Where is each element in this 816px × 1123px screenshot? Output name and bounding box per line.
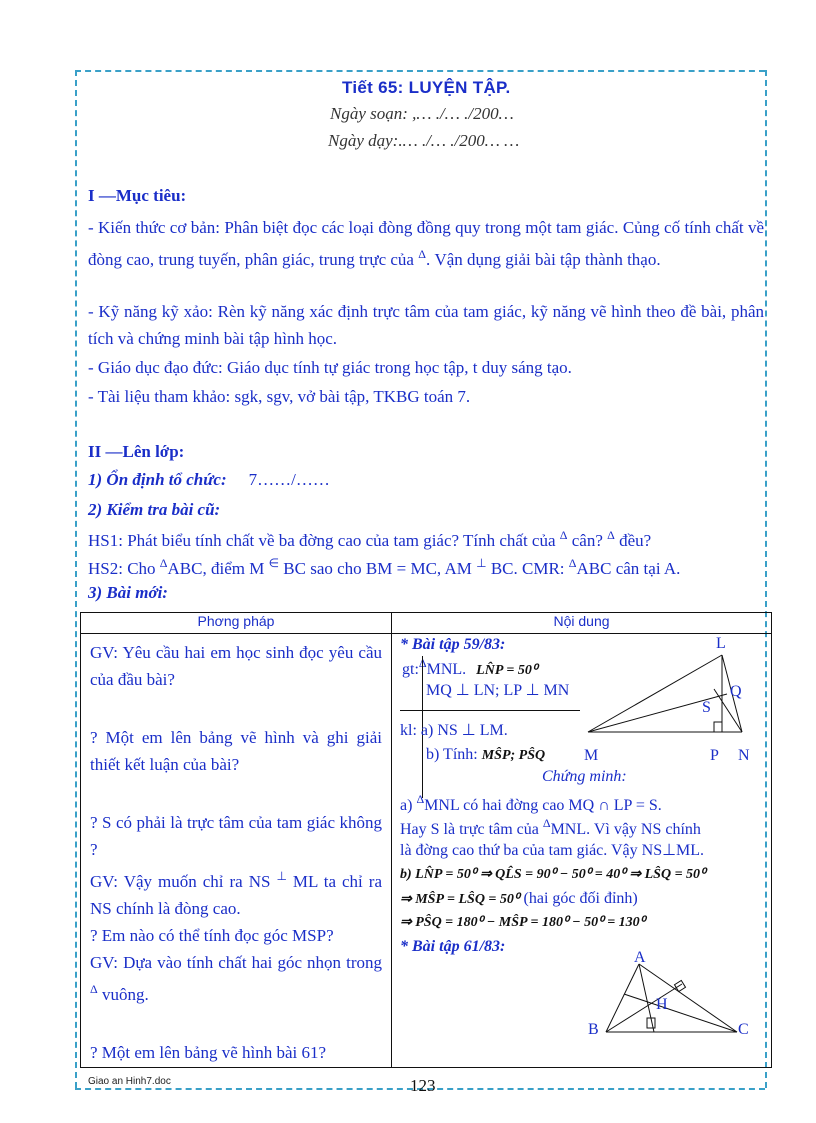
- footer-page-number: 123: [410, 1076, 436, 1095]
- fig61-label-B: B: [588, 1021, 599, 1038]
- figures-svg: [392, 634, 772, 1054]
- exercise-59-title: * Bài tập 59/83:: [400, 636, 506, 653]
- triangle-symbol: Δ: [418, 247, 426, 261]
- proof-b-line-2: ⇒ MŜP = LŜQ = 50⁰ (hai góc đối đỉnh): [400, 890, 638, 907]
- fig59-segment-ML: [588, 655, 722, 732]
- method-q6: GV: Dựa vào tính chất hai góc nhọn trong $^\Delta$ vuông.: [90, 953, 382, 1004]
- fig59-label-P: P: [710, 747, 719, 764]
- method-q3: ? S có phải là trực tâm của tam giác không ?: [90, 813, 382, 859]
- gt-line-1: gt:$^\Delta$MNL. LN̂P = 50⁰: [402, 656, 538, 678]
- date-taught: Ngày dạy:.… ./… ./200… …: [328, 131, 520, 150]
- lesson-table: [80, 612, 772, 1068]
- section-lesson-heading: II —Lên lớp:: [88, 442, 185, 461]
- proof-title: Chứng minh:: [542, 768, 627, 785]
- objective-skills: - Kỹ năng kỹ xảo: Rèn kỹ năng xác định trực tâm của tam giác, kỹ năng vẽ hình theo đề bài, phân tích và chứng minh bài tập hình học.: [88, 302, 764, 348]
- fig61-segment-AC: [639, 964, 737, 1032]
- old-lesson-check-heading: 2) Kiểm tra bài cũ:: [88, 500, 221, 519]
- method-q1: GV: Yêu cầu hai em học sinh đọc yêu cầu của đầu bài?: [90, 643, 382, 689]
- proof-a-line-1: a) $^\Delta$MNL có hai đờng cao MQ ∩ LP = S.: [400, 792, 662, 814]
- hs2-question: HS2: Cho $^\Delta$ABC, điểm M ∈ BC sao cho BM = MC, AM ⊥ BC. CMR: $^\Delta$ABC cân tại A.: [88, 556, 681, 578]
- table-row: [81, 634, 772, 1068]
- new-lesson-heading: 3) Bài mới:: [88, 583, 168, 602]
- fig59-label-M: M: [584, 747, 599, 764]
- method-q2: ? Một em lên bảng vẽ hình và ghi giải thiết kết luận của bài?: [90, 728, 382, 774]
- col-method-header: Phơng pháp: [81, 613, 392, 634]
- section-objectives-heading: I —Mục tiêu:: [88, 186, 187, 205]
- footer-filename: Giao an Hinh7.doc: [88, 1076, 171, 1087]
- objective-ethics: - Giáo dục đạo đức: Giáo dục tính tự giác trong học tập, t duy sáng tạo.: [88, 358, 572, 377]
- proof-b-line-1: b) LN̂P = 50⁰ ⇒ QL̂S = 90⁰ − 50⁰ = 40⁰ ⇒ LŜQ = 50⁰: [400, 867, 706, 882]
- page-title: Tiết 65: LUYỆN TẬP.: [342, 78, 511, 97]
- method-cell: [81, 634, 392, 1068]
- method-q4: GV: Vậy muốn chỉ ra NS ⊥ ML ta chỉ ra NS chính là đòng cao.: [90, 869, 382, 918]
- method-q7: ? Một em lên bảng vẽ hình bài 61?: [90, 1043, 327, 1062]
- fig61-label-H: H: [656, 996, 668, 1013]
- exercise-61-title: * Bài tập 61/83:: [400, 938, 506, 955]
- fig59-label-Q: Q: [730, 683, 742, 700]
- fig61-label-C: C: [738, 1021, 749, 1038]
- kl-line-1: kl: a) NS ⊥ LM.: [400, 722, 508, 739]
- proof-a-line-3: là đờng cao thứ ba của tam giác. Vậy NS⊥ML.: [400, 842, 705, 859]
- fig61-label-A: A: [634, 949, 646, 966]
- method-q5: ? Em nào có thể tính đọc góc MSP?: [90, 926, 334, 945]
- fig59-label-N: N: [738, 747, 750, 764]
- fig59-label-S: S: [702, 699, 711, 716]
- content-cell: [392, 634, 772, 1068]
- fig59-label-L: L: [716, 635, 726, 652]
- proof-a-line-2: Hay S là trực tâm của $^\Delta$MNL. Vì vậy NS chính: [400, 816, 701, 838]
- table-header-row: [81, 613, 772, 634]
- col-content-header: Nội dung: [392, 613, 772, 634]
- date-prepared: Ngày soạn: ,… ./… ./200…: [330, 104, 514, 123]
- organization-line: 1) Ổn định tổ chức: 7……/……: [88, 470, 330, 489]
- proof-b-line-3: ⇒ PŜQ = 180⁰ − MŜP = 180⁰ − 50⁰ = 130⁰: [400, 915, 646, 930]
- figure-59: [584, 635, 750, 764]
- fig61-altitude-C: [624, 994, 737, 1032]
- figure-61: [588, 949, 749, 1038]
- hs1-question: HS1: Phát biểu tính chất về ba đờng cao của tam giác? Tính chất của $^\Delta$ cân? $^\Delta$ đều?: [88, 528, 652, 550]
- kl-line-2: b) Tính: MŜP; PŜQ: [426, 746, 546, 763]
- fig59-right-angle-mark: [714, 722, 722, 732]
- gt-line-2: MQ ⊥ LN; LP ⊥ MN: [426, 682, 570, 699]
- objective-knowledge: - Kiến thức cơ bản: Phân biệt đọc các loại đòng đồng quy trong một tam giác. Củng cố tính chất về đòng cao, trung tuyến, phân giác, trung trực của $^\Delta$. Vận dụng giải bài tập thành thạo.: [88, 218, 764, 269]
- objective-references: - Tài liệu tham khảo: sgk, sgv, vở bài tập, TKBG toán 7.: [88, 387, 471, 406]
